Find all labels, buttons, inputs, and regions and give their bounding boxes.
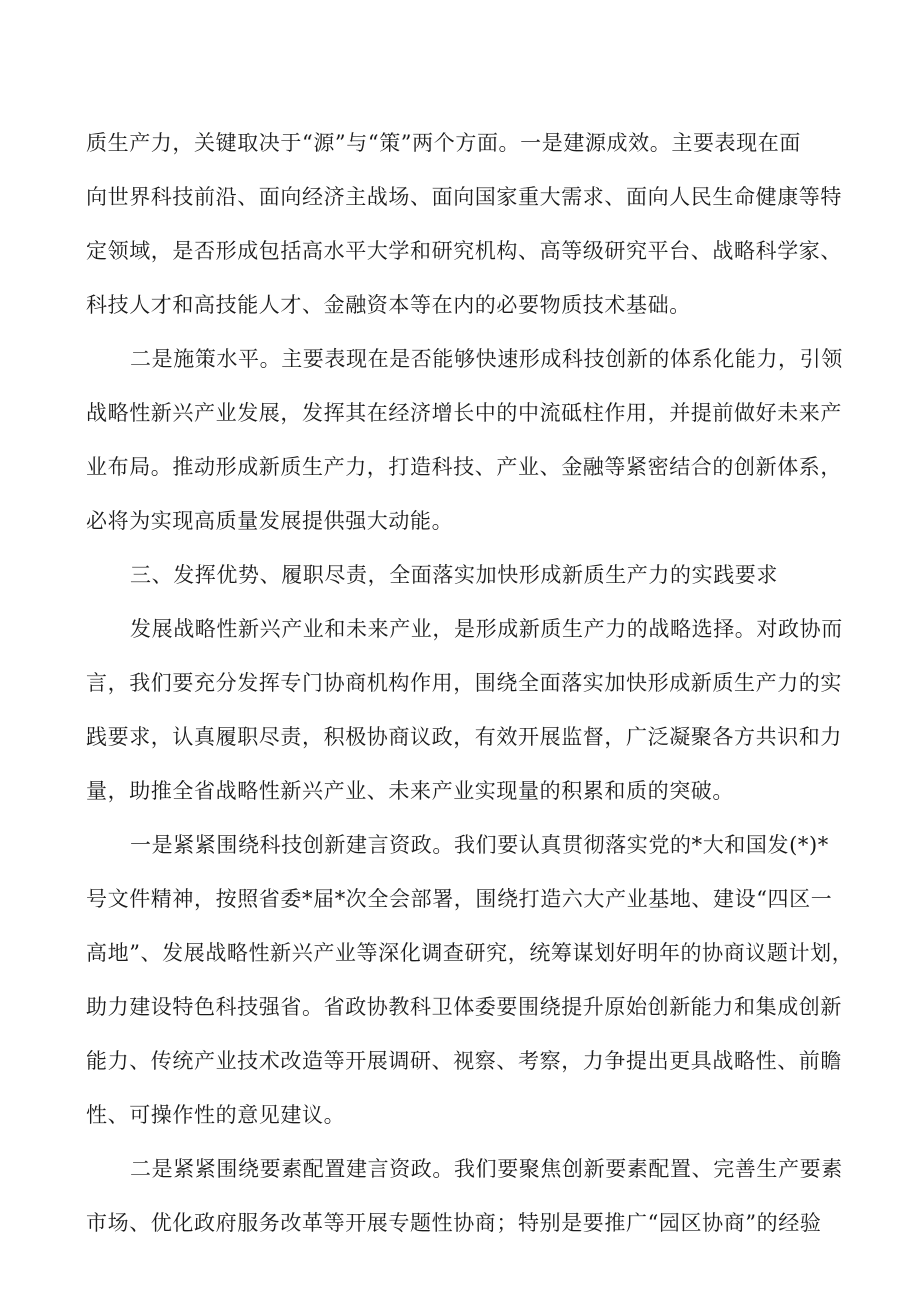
- text-line: 二是施策水平。主要表现在是否能够快速形成科技创新的体系化能力，引领: [130, 347, 843, 371]
- text-line: 质生产力，关键取决于“源”与“策”两个方面。一是建源成效。主要表现在面: [86, 131, 801, 155]
- text-line: 性、可操作性的意见建议。: [86, 1103, 346, 1127]
- text-line: 一是紧紧围绕科技创新建言资政。我们要认真贯彻落实党的*大和国发(*)*: [130, 833, 829, 857]
- text-line: 定领域，是否形成包括高水平大学和研究机构、高等级研究平台、战略科学家、: [86, 239, 842, 263]
- text-line: 言，我们要充分发挥专门协商机构作用，围绕全面落实加快形成新质生产力的实: [86, 671, 842, 695]
- text-line: 量，助推全省战略性新兴产业、未来产业实现量的积累和质的突破。: [86, 779, 734, 803]
- text-line: 战略性新兴产业发展，发挥其在经济增长中的中流砥柱作用，并提前做好未来产: [86, 401, 842, 425]
- text-line: 高地”、发展战略性新兴产业等深化调查研究，统筹谋划好明年的协商议题计划，: [86, 941, 854, 965]
- text-line: 号文件精神，按照省委*届*次全会部署，围绕打造六大产业基地、建设“四区一: [86, 887, 833, 911]
- text-line: 助力建设特色科技强省。省政协教科卫体委要围绕提升原始创新能力和集成创新: [86, 995, 842, 1019]
- text-line: 践要求，认真履职尽责，积极协商议政，有效开展监督，广泛凝聚各方共识和力: [86, 725, 842, 749]
- text-line: 市场、优化政府服务改革等开展专题性协商；特别是要推广“园区协商”的经验: [86, 1211, 822, 1235]
- text-line: 业布局。推动形成新质生产力，打造科技、产业、金融等紧密结合的创新体系，: [86, 455, 842, 479]
- text-line: 向世界科技前沿、面向经济主战场、面向国家重大需求、面向人民生命健康等特: [86, 185, 842, 209]
- text-line: 能力、传统产业技术改造等开展调研、视察、考察，力争提出更具战略性、前瞻: [86, 1049, 842, 1073]
- text-line: 必将为实现高质量发展提供强大动能。: [86, 509, 454, 533]
- text-line: 二是紧紧围绕要素配置建言资政。我们要聚焦创新要素配置、完善生产要素: [130, 1157, 843, 1181]
- section-heading: 三、发挥优势、履职尽责，全面落实加快形成新质生产力的实践要求: [130, 563, 778, 587]
- text-line: 科技人才和高技能人才、金融资本等在内的必要物质技术基础。: [86, 293, 691, 317]
- text-line: 发展战略性新兴产业和未来产业，是形成新质生产力的战略选择。对政协而: [130, 617, 843, 641]
